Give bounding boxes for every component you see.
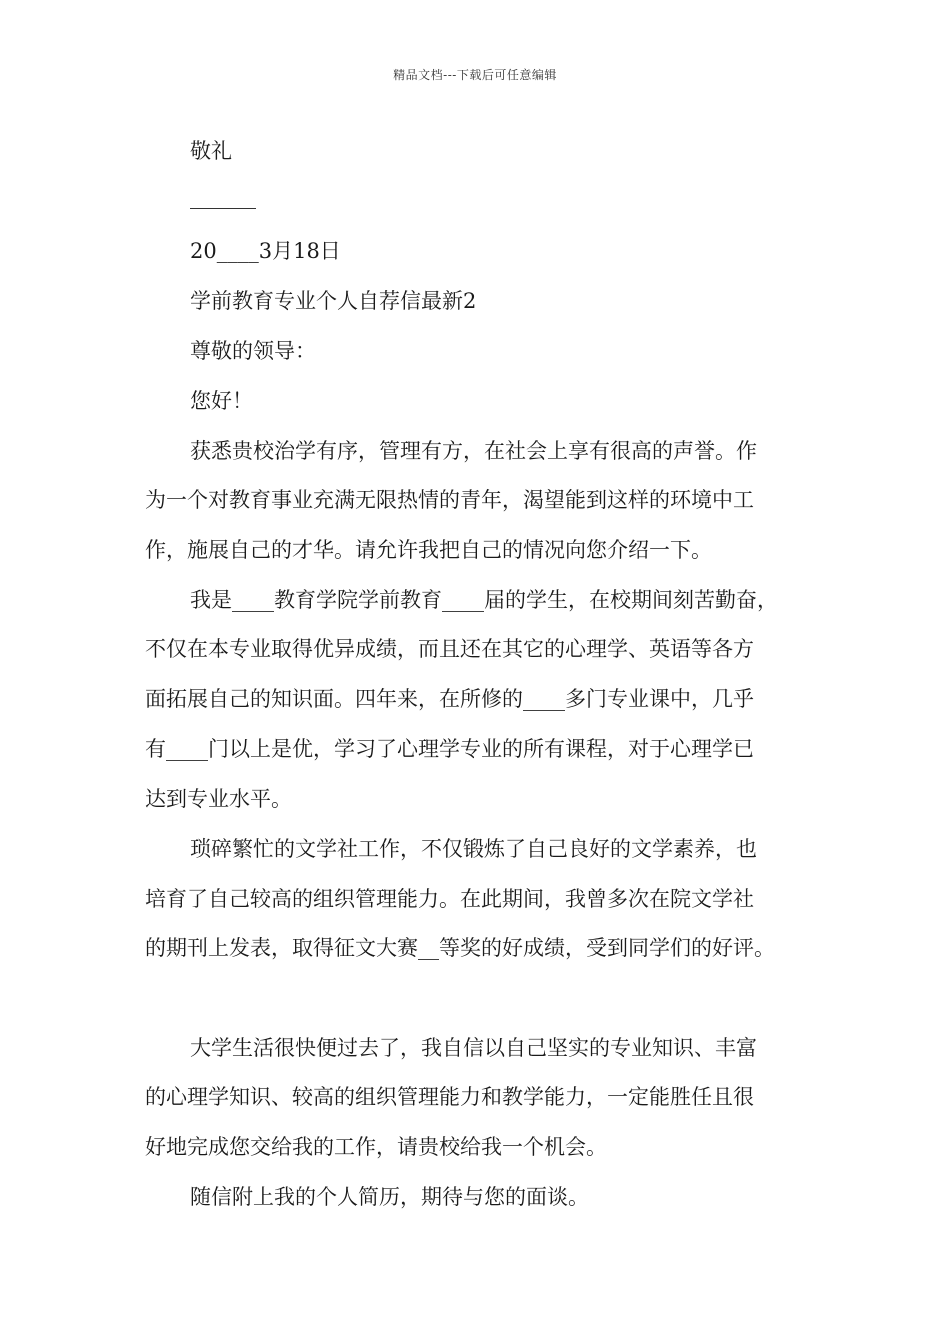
page-header: 精品文档---下载后可任意编辑 (393, 68, 557, 82)
paragraph-line: 琐碎繁忙的文学社工作，不仅锻炼了自己良好的文学素养，也 (190, 837, 757, 861)
paragraph-line: 获悉贵校治学有序，管理有方，在社会上享有很高的声誉。作 (190, 439, 757, 463)
signature-line (190, 208, 256, 209)
paragraph-line: 有____门以上是优，学习了心理学专业的所有课程，对于心理学已 (145, 737, 754, 761)
salutation-text: 尊敬的领导： (190, 339, 316, 363)
paragraph-line: 的心理学知识、较高的组织管理能力和教学能力，一定能胜任且很 (145, 1085, 754, 1109)
paragraph-line: 不仅在本专业取得优异成绩，而且还在其它的心理学、英语等各方 (145, 637, 754, 661)
letter-title: 学前教育专业个人自荐信最新2 (190, 289, 477, 313)
paragraph-line: 面拓展自己的知识面。四年来，在所修的____多门专业课中，几乎 (145, 687, 754, 711)
paragraph-line: 我是____教育学院学前教育____届的学生，在校期间刻苦勤奋， (190, 588, 778, 612)
paragraph-line: 好地完成您交给我的工作，请贵校给我一个机会。 (145, 1135, 607, 1159)
paragraph-line: 为一个对教育事业充满无限热情的青年，渴望能到这样的环境中工 (145, 488, 754, 512)
paragraph-line: 随信附上我的个人简历，期待与您的面谈。 (190, 1185, 589, 1209)
paragraph-line: 作，施展自己的才华。请允许我把自己的情况向您介绍一下。 (145, 538, 712, 562)
closing-text: 敬礼 (190, 139, 232, 163)
paragraph-line: 大学生活很快便过去了，我自信以自己坚实的专业知识、丰富 (190, 1036, 757, 1060)
paragraph-line: 培育了自己较高的组织管理能力。在此期间，我曾多次在院文学社 (145, 887, 754, 911)
date-text: 20____3月18日 (190, 239, 341, 263)
paragraph-line: 的期刊上发表，取得征文大赛__等奖的好成绩，受到同学们的好评。 (145, 936, 775, 960)
paragraph-line: 达到专业水平。 (145, 787, 292, 811)
greeting-text: 您好！ (190, 389, 253, 413)
